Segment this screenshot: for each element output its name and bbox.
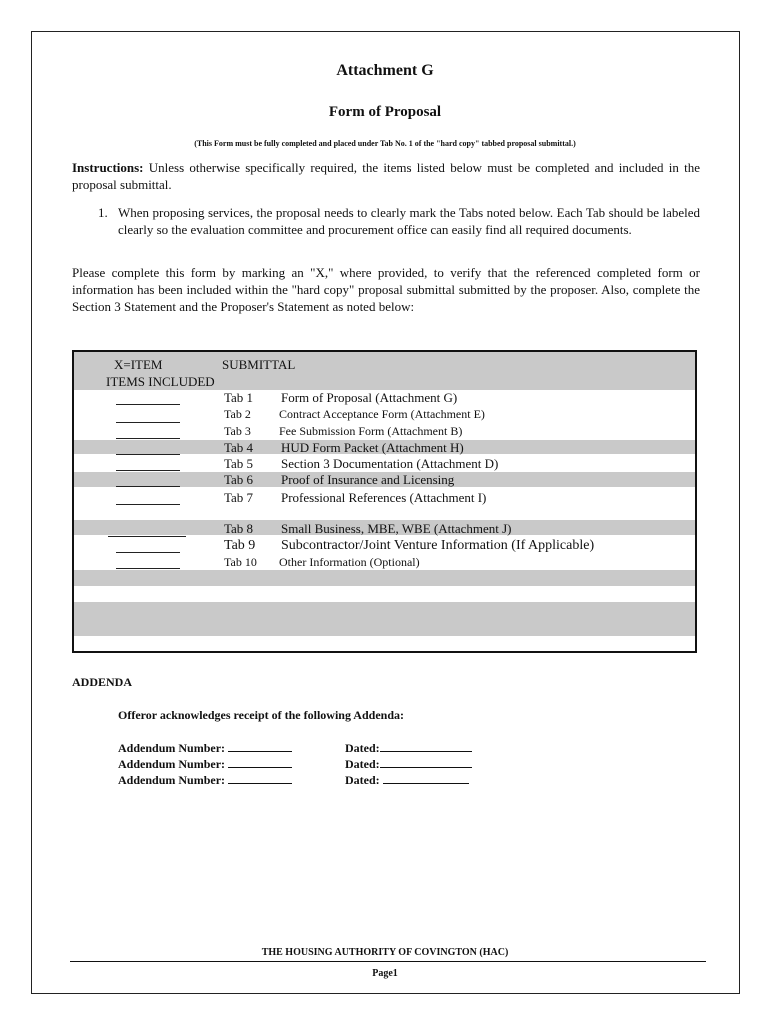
tab-label: Tab 10 [224,555,257,569]
dated-label: Dated: [345,741,380,755]
tab-label: Tab 5 [224,456,254,471]
checkbox-blank[interactable] [116,422,180,423]
item-label: HUD Form Packet (Attachment H) [281,440,464,455]
tab-label: Tab 9 [224,538,256,553]
form-note: (This Form must be fully completed and placed under Tab No. 1 of the "hard copy" tabbed proposal submittal.) [194,139,576,148]
item-label: Contract Acceptance Form (Attachment E) [279,407,485,421]
footer-organization: THE HOUSING AUTHORITY OF COVINGTON (HAC) [261,947,509,958]
header-col-item: X=ITEM [114,357,163,372]
addendum-number-label: Addendum Number: [118,773,226,787]
addendum-dated [345,757,472,772]
addendum-dated [345,741,472,756]
item-label: Subcontractor/Joint Venture Information (If Applicable) [281,538,595,553]
item-label: Section 3 Documentation (Attachment D) [281,456,499,471]
tab-label: Tab 3 [224,424,251,438]
item-label: Other Information (Optional) [279,555,420,569]
instructions-paragraph [72,159,700,193]
header-items-included: ITEMS INCLUDED [106,374,215,389]
addendum-number-label: Addendum Number: [118,741,226,755]
addendum-number-field[interactable] [228,757,292,768]
checkbox-blank[interactable] [116,486,180,487]
addendum-line [118,773,292,788]
checkbox-blank[interactable] [116,454,180,455]
tab-label: Tab 8 [224,521,254,536]
addendum-number-field[interactable] [228,773,292,784]
item-label: Professional References (Attachment I) [281,490,487,505]
row-band [74,602,695,636]
dated-label: Dated: [345,773,380,787]
addendum-number-label: Addendum Number: [118,757,226,771]
item-label: Small Business, MBE, WBE (Attachment J) [281,521,512,536]
item-label: Fee Submission Form (Attachment B) [279,424,463,438]
tab-label: Tab 6 [224,472,254,487]
form-title: Form of Proposal [328,104,442,120]
dated-label: Dated: [345,757,380,771]
dated-field[interactable] [380,741,472,752]
submittal-table [72,350,697,653]
dated-field[interactable] [383,773,469,784]
footer-rule [70,961,706,962]
attachment-title: Attachment G [336,62,434,79]
addenda-intro: Offeror acknowledges receipt of the following Addenda: [118,708,404,722]
header-col-submittal: SUBMITTAL [222,357,296,372]
list-number: 1. [98,205,108,220]
completion-paragraph: Please complete this form by marking an "X," where provided, to verify that the referenced completed form or information has been included within the "hard copy" proposal submittal submitted by the proposer. Also, complete the Section 3 Statement and the Proposer's Statement as noted below: [72,265,700,314]
checkbox-blank[interactable] [116,552,180,553]
checkbox-blank[interactable] [116,568,180,569]
addendum-dated [345,773,469,788]
checkbox-blank[interactable] [116,504,180,505]
checkbox-blank[interactable] [116,438,180,439]
tab-label: Tab 1 [224,390,254,405]
checkbox-blank[interactable] [116,404,180,405]
addendum-line [118,757,292,772]
list-text: When proposing services, the proposal needs to clearly mark the Tabs noted below. Each Tab should be labeled clearly so the evaluation committee and procurement office can easily find all required documents. [118,205,700,237]
item-label: Proof of Insurance and Licensing [281,472,455,487]
row-band [74,570,695,586]
tab-label: Tab 2 [224,407,251,421]
dated-field[interactable] [380,757,472,768]
instructions-text: Unless otherwise specifically required, the items listed below must be completed and included in the proposal submittal. [72,160,700,192]
tab-label: Tab 7 [224,490,254,505]
instructions-label: Instructions: [72,160,144,175]
addenda-title: ADDENDA [72,675,132,689]
page-number: Page1 [372,968,398,979]
checkbox-blank[interactable] [108,536,186,537]
addendum-line [118,741,292,756]
checkbox-blank[interactable] [116,470,180,471]
tab-label: Tab 4 [224,440,254,455]
list-item [98,204,700,238]
item-label: Form of Proposal (Attachment G) [281,390,458,405]
addendum-number-field[interactable] [228,741,292,752]
